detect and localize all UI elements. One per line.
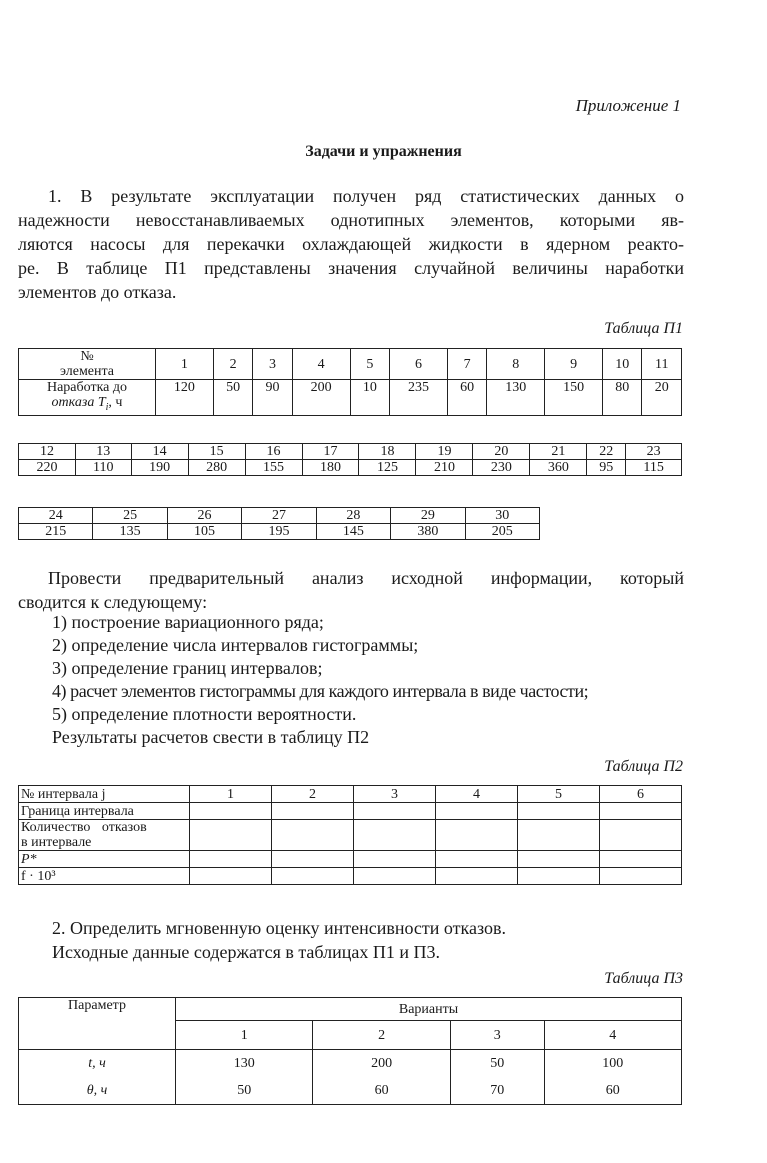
list-item: 1) построение вариационного ряда; [52,612,324,632]
table-cell: 5 [350,349,389,380]
table-cell [190,803,272,820]
table-cell: 60 [313,1076,450,1105]
table-row [19,380,682,416]
table-cell: 9 [545,349,603,380]
table-header-cell: 6 [600,786,682,803]
table-p1-part2 [18,443,682,476]
table-cell: 210 [416,460,473,476]
table-p1-caption: Таблица П1 [604,320,683,337]
task1-line: 1. В результате эксплуатации получен ряд статистических данных о [48,186,684,206]
table-cell [190,868,272,885]
row-label-text: i [105,401,109,413]
table-row [19,803,682,820]
table-p1-part1 [18,348,682,416]
analysis-steps-list [52,611,588,749]
table-cell [600,851,682,868]
list-item: 3) определение границ интервалов; [52,658,323,678]
table-cell: 3 [253,349,292,380]
table-cell [354,851,436,868]
table-header-cell [19,786,190,803]
table-cell: 100 [544,1050,681,1077]
table-cell: 120 [156,380,214,416]
list-item: 4) расчет элементов гистограммы для каждого интервала в виде частости; [52,681,589,701]
table-row [19,998,682,1021]
table-cell: 10 [603,349,642,380]
table-cell: 20 [642,380,682,416]
table-cell [436,868,518,885]
table-cell [600,820,682,851]
task2-line: 2. Определить мгновенную оценку интенсивности отказов. [52,918,507,938]
row-label-text: , ч [108,395,123,410]
list-item: 5) определение плотности вероятности. [52,704,357,724]
task1-line: ре. В таблице П1 представлены значения случайной величины наработки [18,258,684,278]
results-line: Результаты расчетов свести в таблицу П2 [52,727,370,747]
table-row [19,868,682,885]
table-cell: 195 [242,524,316,540]
table-cell: 70 [450,1076,544,1105]
table-cell: 115 [626,460,682,476]
table-row [19,786,682,803]
table-cell: 60 [544,1076,681,1105]
table-cell: 230 [473,460,530,476]
table-header-cell: 3 [450,1021,544,1050]
table-cell: 215 [19,524,93,540]
table-cell: 16 [245,444,302,460]
table-cell: 7 [447,349,486,380]
table-cell: 90 [253,380,292,416]
table-cell [600,803,682,820]
table-cell: 28 [316,508,390,524]
table-p3 [18,997,682,1105]
analysis-intro-line: сводится к следующему: [18,592,208,612]
table-cell: 17 [302,444,359,460]
table-cell: 130 [487,380,545,416]
appendix-label: Приложение 1 [575,96,681,115]
row-label [19,349,156,380]
row-label: t, ч [19,1050,176,1077]
table-cell: 205 [465,524,539,540]
table-row [19,444,682,460]
table-cell: 19 [416,444,473,460]
table-cell: 18 [359,444,416,460]
table-p1-part3 [18,507,540,540]
table-header-cell: 5 [518,786,600,803]
table-cell: 190 [131,460,188,476]
table-row [19,460,682,476]
table-row [19,524,540,540]
row-label [19,820,190,851]
table-cell: 30 [465,508,539,524]
table-cell: 235 [390,380,448,416]
table-cell: 22 [587,444,626,460]
table-cell: 20 [473,444,530,460]
table-cell: 150 [545,380,603,416]
row-label: f · 10³ [19,868,190,885]
table-cell: 13 [75,444,131,460]
section-heading: Задачи и упражнения [305,143,462,160]
table-cell: 25 [93,508,167,524]
task1-line: элементов до отказа. [18,282,177,302]
row-label-text: Количество отказов [21,820,147,835]
table-p3-caption: Таблица П3 [604,970,683,987]
table-header-cell: 1 [190,786,272,803]
table-header-cell: Параметр [19,998,176,1050]
table-cell: 6 [390,349,448,380]
table-cell [272,820,354,851]
table-cell [272,868,354,885]
row-label-text: элемента [59,364,115,379]
table-header-cell: 2 [313,1021,450,1050]
table-cell: 145 [316,524,390,540]
table-cell: 8 [487,349,545,380]
task1-paragraph [18,184,684,304]
list-item: 2) определение числа интервалов гистограммы; [52,635,419,655]
table-row [19,851,682,868]
row-label: θ, ч [19,1076,176,1105]
row-label-text: № [80,349,94,364]
table-header-cell: 2 [272,786,354,803]
table-cell: 200 [292,380,350,416]
table-cell: 380 [391,524,465,540]
table-cell: 135 [93,524,167,540]
table-cell [272,851,354,868]
table-cell: 10 [350,380,389,416]
task1-line: ляются насосы для перекачки охлаждающей жидкости в ядерном реакто- [18,234,684,254]
row-label-text: Наработка до [46,380,128,395]
task2-paragraph [52,916,692,964]
task2-line: Исходные данные содержатся в таблицах П1 и П3. [52,942,441,962]
table-cell: 155 [245,460,302,476]
table-cell: 24 [19,508,93,524]
table-row [19,820,682,851]
header-label: № интервала j [21,786,106,802]
table-cell: 26 [167,508,241,524]
table-cell [272,803,354,820]
table-cell: 180 [302,460,359,476]
table-row [19,1076,682,1105]
table-cell [518,820,600,851]
table-p2-caption: Таблица П2 [604,758,683,775]
table-cell: 29 [391,508,465,524]
task1-line: надежности невосстанавливаемых однотипных элементов, которыми яв- [18,210,684,230]
table-cell [600,868,682,885]
table-cell [436,820,518,851]
table-cell: 220 [19,460,76,476]
table-cell [436,851,518,868]
table-cell: 130 [176,1050,313,1077]
table-cell [354,868,436,885]
table-cell [436,803,518,820]
table-cell: 14 [131,444,188,460]
table-cell: 200 [313,1050,450,1077]
table-row [19,349,682,380]
table-p2 [18,785,682,885]
table-cell: 280 [188,460,245,476]
analysis-intro-line: Провести предварительный анализ исходной информации, который [48,568,684,588]
table-cell [354,820,436,851]
table-header-cell: 3 [354,786,436,803]
table-cell [190,820,272,851]
table-header-cell: 4 [544,1021,681,1050]
table-row [19,1050,682,1077]
table-cell: 4 [292,349,350,380]
row-label [19,380,156,416]
table-cell: 95 [587,460,626,476]
table-cell: 15 [188,444,245,460]
table-cell: 360 [530,460,587,476]
table-cell [518,803,600,820]
table-cell: 125 [359,460,416,476]
table-cell [518,868,600,885]
table-header-cell: 1 [176,1021,313,1050]
table-cell: 2 [213,349,252,380]
analysis-intro [18,566,684,614]
table-cell: 80 [603,380,642,416]
table-header-cell: 4 [436,786,518,803]
table-cell: 1 [156,349,214,380]
table-cell: 27 [242,508,316,524]
table-cell [190,851,272,868]
table-cell [518,851,600,868]
row-label-text: в интервале [21,835,92,850]
table-cell: 50 [176,1076,313,1105]
table-cell: 21 [530,444,587,460]
table-cell: 50 [450,1050,544,1077]
row-label-text: отказа T [51,395,106,410]
table-cell: 105 [167,524,241,540]
row-label: Граница интервала [19,803,190,820]
table-cell [354,803,436,820]
table-cell: 23 [626,444,682,460]
row-label: P* [19,851,190,868]
table-cell: 50 [213,380,252,416]
table-cell: 11 [642,349,682,380]
table-cell: 12 [19,444,76,460]
table-cell: 110 [75,460,131,476]
table-cell: 60 [447,380,486,416]
table-row [19,508,540,524]
table-header-cell: Варианты [176,998,682,1021]
